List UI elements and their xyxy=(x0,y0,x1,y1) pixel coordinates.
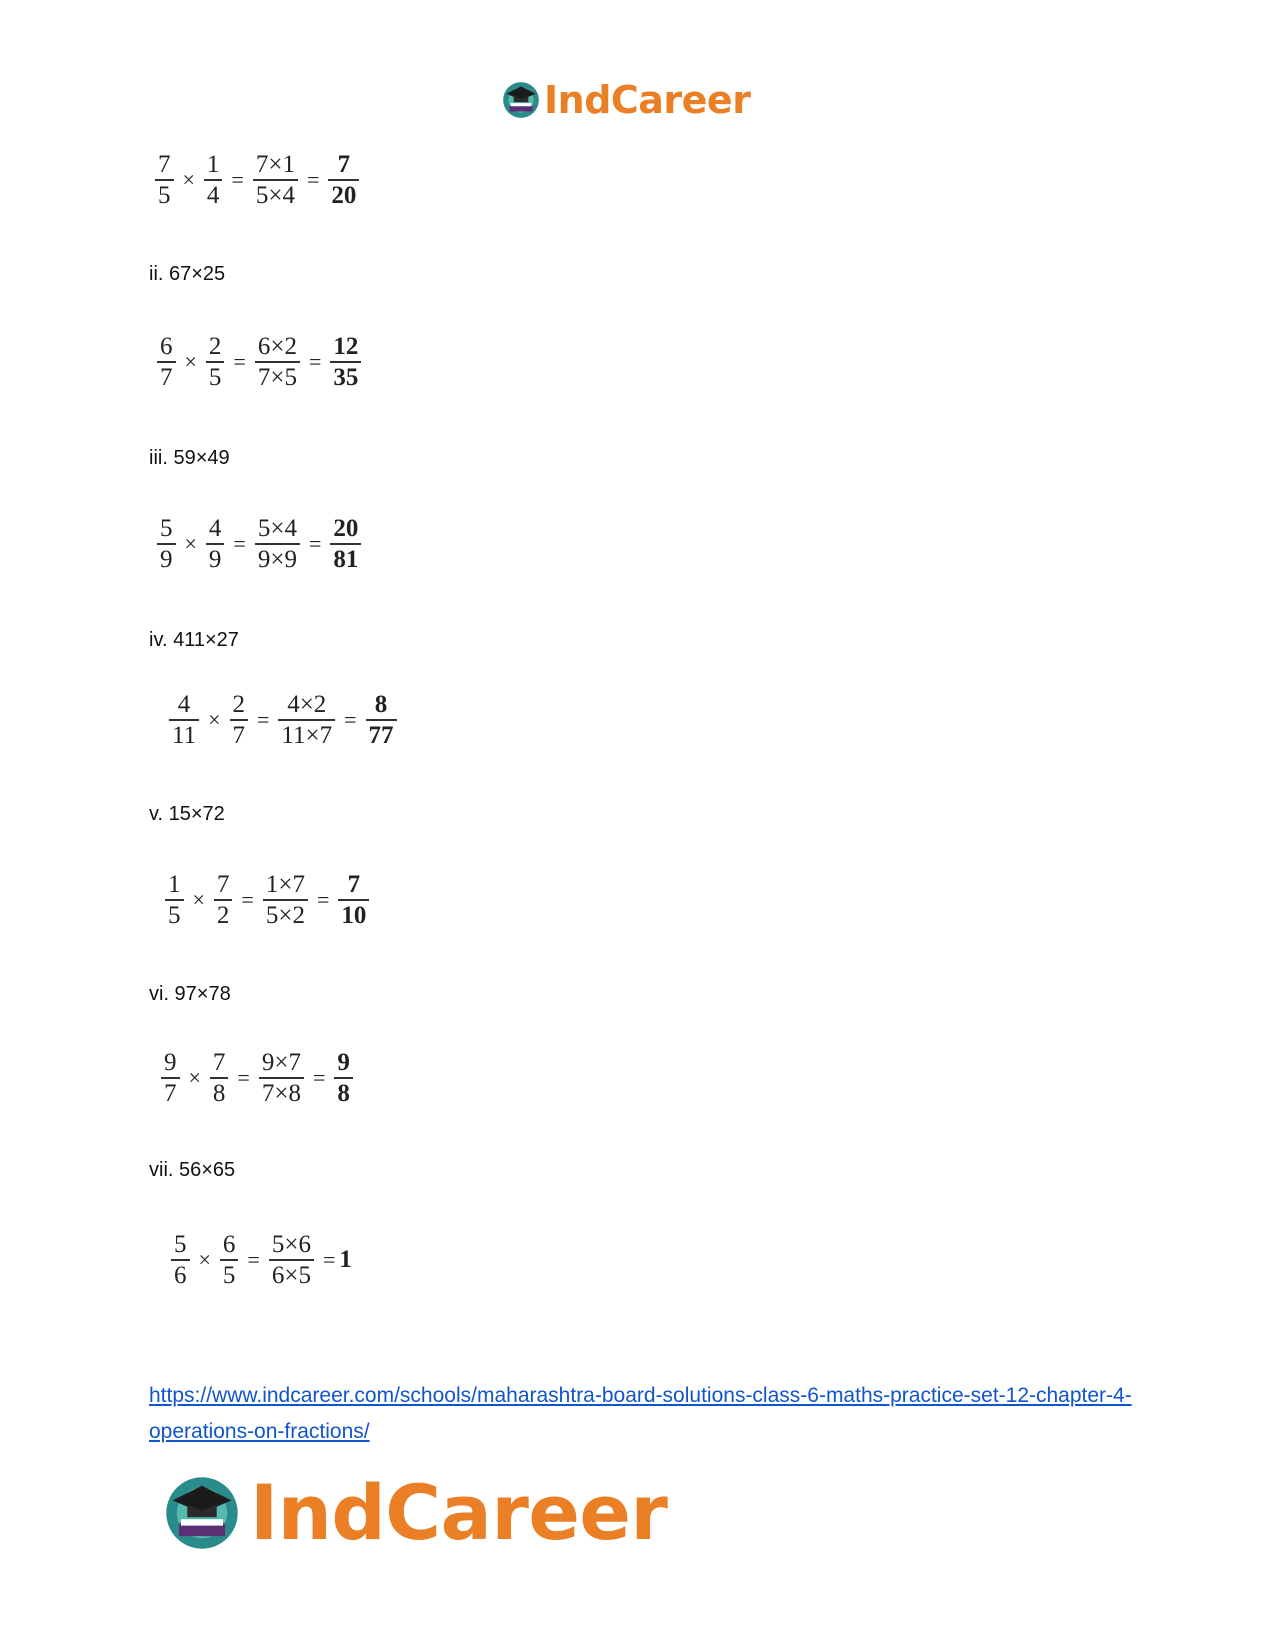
numerator: 7×1 xyxy=(255,151,295,178)
equals-sign: = xyxy=(308,348,322,374)
denominator: 5 xyxy=(158,181,171,209)
equation-2 xyxy=(152,332,366,392)
numerator: 7 xyxy=(347,871,361,898)
equals-sign: = xyxy=(237,1064,250,1090)
denominator: 9×9 xyxy=(257,545,297,573)
numerator: 5×6 xyxy=(271,1231,311,1258)
fraction xyxy=(269,1230,314,1290)
fraction xyxy=(253,150,298,210)
fraction xyxy=(155,150,174,210)
fraction xyxy=(206,514,225,574)
denominator: 10 xyxy=(341,901,367,929)
denominator: 2 xyxy=(216,901,230,929)
source-link[interactable]: https://www.indcareer.com/schools/maharashtra-board-solutions-class-6-maths-practice-set-12-chapter-4-operations-on-fractions/ xyxy=(149,1384,1132,1443)
equals-sign: = xyxy=(257,706,270,732)
fraction xyxy=(157,514,176,574)
problem-label-iii: iii. 59×49 xyxy=(149,447,230,469)
denominator: 11 xyxy=(172,721,197,749)
fraction xyxy=(169,690,199,750)
numerator: 2 xyxy=(208,333,222,360)
times-sign: × xyxy=(182,166,195,192)
numerator: 6 xyxy=(222,1231,236,1258)
fraction xyxy=(259,1048,304,1108)
denominator: 35 xyxy=(333,363,359,391)
fraction xyxy=(204,150,223,210)
fraction xyxy=(171,1230,190,1290)
numerator: 7 xyxy=(158,151,171,178)
equation-5-result xyxy=(338,870,369,930)
equals-sign: = xyxy=(247,1246,260,1272)
equation-5 xyxy=(160,870,374,930)
equals-sign: = xyxy=(241,886,254,912)
fraction xyxy=(210,1048,229,1108)
numerator: 5×4 xyxy=(257,515,297,542)
denominator: 5 xyxy=(168,901,181,929)
indcareer-logo-top xyxy=(500,78,750,122)
equals-sign: = xyxy=(316,886,330,912)
equation-3 xyxy=(152,514,366,574)
denominator: 5 xyxy=(222,1261,236,1289)
denominator: 5×4 xyxy=(255,181,295,209)
graduation-cap-globe-icon xyxy=(160,1471,244,1555)
fraction xyxy=(220,1230,239,1290)
numerator: 4 xyxy=(208,515,222,542)
logo-wordmark: IndCareer xyxy=(544,78,751,122)
times-sign: × xyxy=(192,886,205,912)
numerator: 1×7 xyxy=(265,871,305,898)
fraction xyxy=(255,514,300,574)
logo-wordmark: IndCareer xyxy=(250,1468,668,1557)
denominator: 8 xyxy=(337,1079,350,1107)
denominator: 81 xyxy=(333,545,359,573)
indcareer-logo-bottom xyxy=(160,1468,667,1558)
fraction xyxy=(278,690,335,750)
numerator: 9 xyxy=(337,1049,350,1076)
denominator: 7 xyxy=(164,1079,177,1107)
numerator: 9×7 xyxy=(261,1049,301,1076)
denominator: 20 xyxy=(331,181,357,209)
fraction xyxy=(230,690,249,750)
equation-7-result: 1 xyxy=(339,1245,352,1273)
denominator: 7×8 xyxy=(261,1079,301,1107)
times-sign: × xyxy=(184,348,197,374)
times-sign: × xyxy=(184,530,197,556)
denominator: 9 xyxy=(160,545,173,573)
equation-6-result xyxy=(334,1048,353,1108)
equation-7 xyxy=(166,1230,352,1290)
numerator: 7 xyxy=(337,151,351,178)
times-sign: × xyxy=(208,706,221,732)
numerator: 7 xyxy=(216,871,230,898)
equation-1-result xyxy=(328,150,359,210)
problem-label-iv: iv. 411×27 xyxy=(149,629,239,651)
numerator: 12 xyxy=(333,333,359,360)
numerator: 1 xyxy=(168,871,181,898)
fraction xyxy=(214,870,233,930)
equals-sign: = xyxy=(308,530,322,556)
numerator: 6 xyxy=(160,333,173,360)
equation-2-result xyxy=(330,332,361,392)
numerator: 5 xyxy=(174,1231,187,1258)
numerator: 6×2 xyxy=(257,333,297,360)
equation-3-result xyxy=(330,514,361,574)
numerator: 9 xyxy=(164,1049,177,1076)
fraction xyxy=(161,1048,180,1108)
times-sign: × xyxy=(188,1064,201,1090)
fraction xyxy=(263,870,308,930)
equation-6 xyxy=(156,1048,358,1108)
problem-label-v: v. 15×72 xyxy=(149,803,225,825)
numerator: 4×2 xyxy=(287,691,327,718)
equals-sign: = xyxy=(344,706,357,732)
denominator: 8 xyxy=(212,1079,226,1107)
numerator: 1 xyxy=(206,151,220,178)
fraction xyxy=(206,332,225,392)
equation-4-result xyxy=(366,690,397,750)
numerator: 5 xyxy=(160,515,173,542)
denominator: 7×5 xyxy=(257,363,297,391)
equals-sign: = xyxy=(322,1246,336,1272)
problem-label-vii: vii. 56×65 xyxy=(149,1159,236,1181)
denominator: 7 xyxy=(232,721,245,749)
denominator: 7 xyxy=(160,363,173,391)
numerator: 8 xyxy=(374,691,388,718)
denominator: 4 xyxy=(206,181,220,209)
denominator: 77 xyxy=(368,721,394,749)
equals-sign: = xyxy=(312,1064,326,1090)
numerator: 2 xyxy=(232,691,245,718)
denominator: 6×5 xyxy=(271,1261,311,1289)
problem-label-ii: ii. 67×25 xyxy=(149,263,226,285)
fraction xyxy=(165,870,184,930)
numerator: 7 xyxy=(212,1049,226,1076)
fraction xyxy=(255,332,300,392)
denominator: 5×2 xyxy=(265,901,305,929)
equation-4 xyxy=(164,690,402,750)
equals-sign: = xyxy=(231,166,244,192)
problem-label-vi: vi. 97×78 xyxy=(149,983,231,1005)
numerator: 4 xyxy=(177,691,191,718)
denominator: 6 xyxy=(174,1261,187,1289)
denominator: 5 xyxy=(208,363,222,391)
graduation-cap-globe-icon xyxy=(500,79,542,121)
equals-sign: = xyxy=(233,530,246,556)
times-sign: × xyxy=(198,1246,211,1272)
equals-sign: = xyxy=(233,348,246,374)
equation-1 xyxy=(150,150,364,210)
fraction xyxy=(157,332,176,392)
equals-sign: = xyxy=(306,166,320,192)
denominator: 11×7 xyxy=(281,721,333,749)
denominator: 9 xyxy=(208,545,222,573)
numerator: 20 xyxy=(333,515,359,542)
